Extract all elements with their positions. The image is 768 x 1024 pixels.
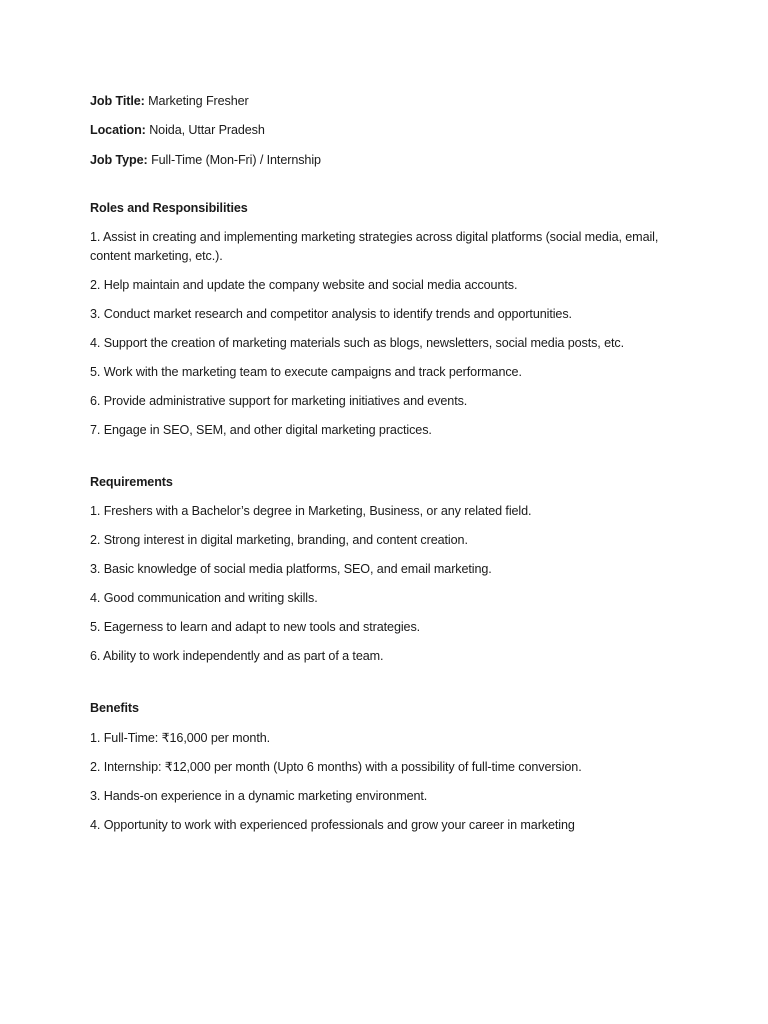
job-type-line [90, 151, 690, 170]
location-label: Location: [90, 123, 146, 138]
requirements-item: 6. Ability to work independently and as part of a team. [90, 649, 384, 664]
location-line [90, 121, 690, 140]
benefits-item: 1. Full-Time: ₹16,000 per month. [90, 730, 271, 745]
requirements-heading: Requirements [90, 475, 173, 490]
roles-item: 4. Support the creation of marketing materials such as blogs, newsletters, social media posts, etc. [90, 336, 624, 351]
roles-heading: Roles and Responsibilities [90, 200, 248, 215]
roles-item: 7. Engage in SEO, SEM, and other digital marketing practices. [90, 423, 432, 438]
requirements-item: 3. Basic knowledge of social media platforms, SEO, and email marketing. [90, 562, 492, 577]
roles-item: 6. Provide administrative support for marketing initiatives and events. [90, 394, 468, 409]
job-title-value: Marketing Fresher [148, 94, 249, 108]
location-value: Noida, Uttar Pradesh [149, 123, 265, 138]
requirements-item: 4. Good communication and writing skills. [90, 591, 318, 606]
job-type-label: Job Type: [90, 152, 148, 167]
job-posting-document [90, 92, 690, 845]
roles-item: 1. Assist in creating and implementing marketing strategies across digital platforms (social media, email, content marketing, etc.). [90, 230, 659, 264]
roles-item: 2. Help maintain and update the company website and social media accounts. [90, 278, 518, 293]
roles-item: 3. Conduct market research and competitor analysis to identify trends and opportunities. [90, 307, 572, 322]
job-type-value: Full-Time (Mon-Fri) / Internship [151, 152, 321, 167]
requirements-item: 1. Freshers with a Bachelor’s degree in Marketing, Business, or any related field. [90, 504, 532, 519]
benefits-heading: Benefits [90, 701, 139, 716]
requirements-item: 5. Eagerness to learn and adapt to new tools and strategies. [90, 620, 421, 635]
job-title-label: Job Title: [90, 94, 145, 108]
roles-item: 5. Work with the marketing team to execute campaigns and track performance. [90, 365, 522, 380]
requirements-item: 2. Strong interest in digital marketing, branding, and content creation. [90, 533, 468, 548]
benefits-item: 2. Internship: ₹12,000 per month (Upto 6 months) with a possibility of full-time conversion. [90, 759, 582, 774]
benefits-item: 4. Opportunity to work with experienced professionals and grow your career in marketing [90, 817, 575, 832]
job-title-line [90, 92, 690, 111]
benefits-item: 3. Hands-on experience in a dynamic marketing environment. [90, 788, 428, 803]
